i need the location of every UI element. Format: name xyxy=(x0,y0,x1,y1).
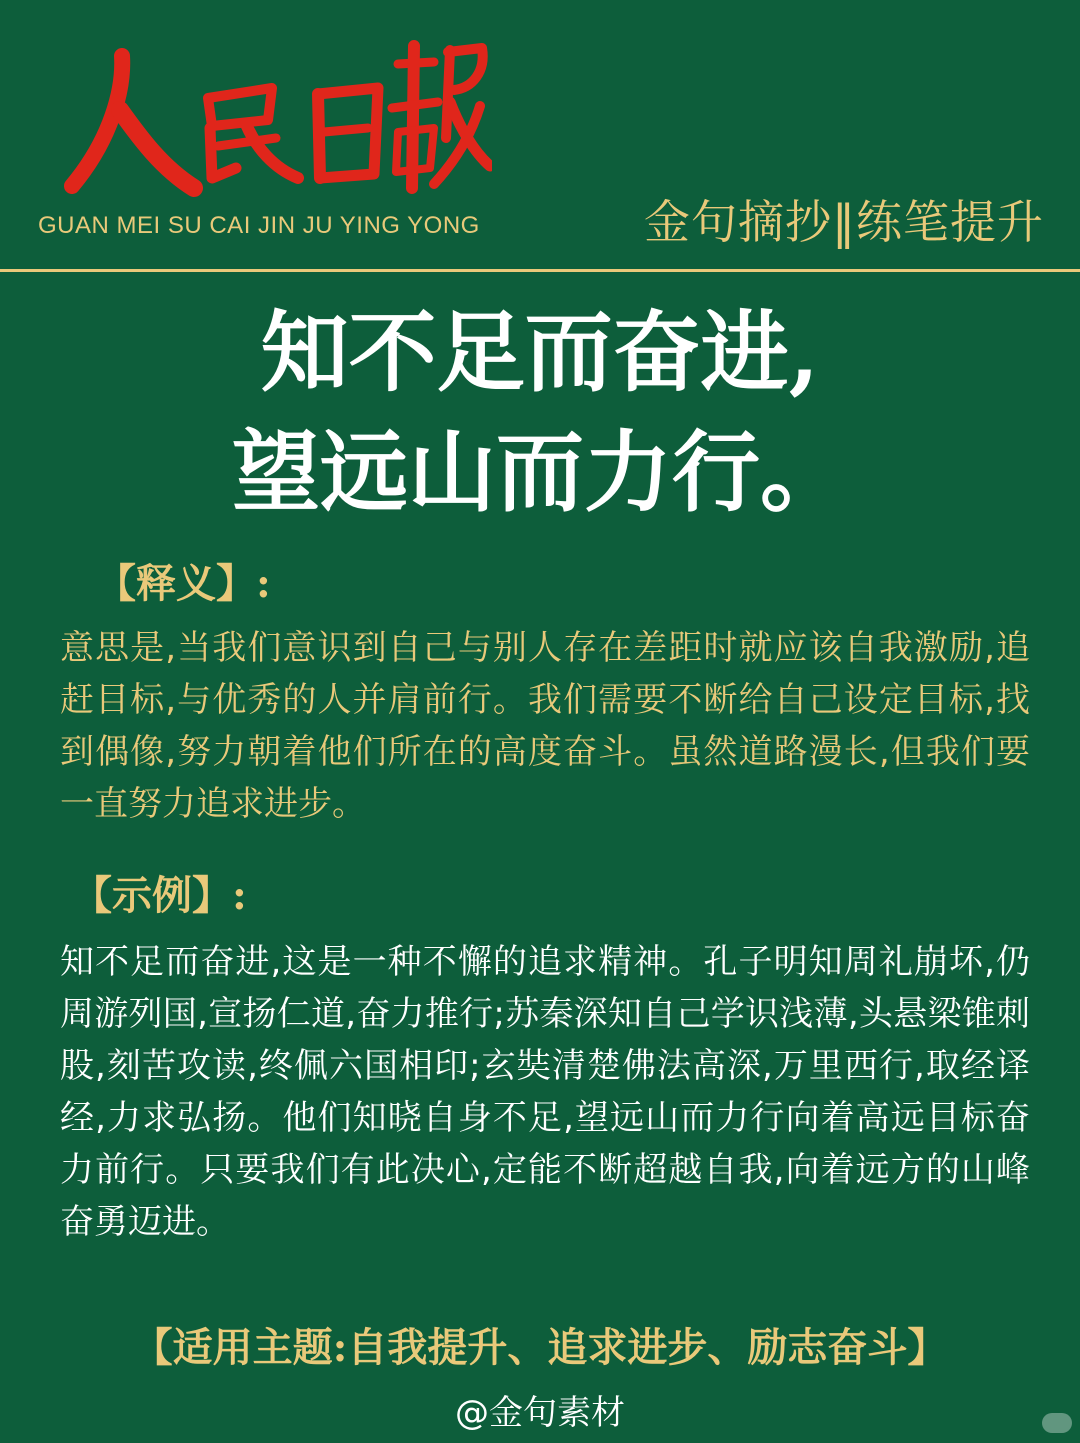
theme-line: 【适用主题:自我提升、追求进步、励志奋斗】 xyxy=(132,1324,948,1371)
example-text: 知不足而奋进,这是一种不懈的追求精神。孔子明知周礼崩坏,仍周游列国,宣扬仁道,奋力推行;苏秦深知自己学识浅薄,头悬梁锥刺股,刻苦攻读,终佩六国相印;玄奘清楚佛法高深,万里西行,取经译经,力求弘扬。他们知晓自身不足,望远山而力行向着高远目标奋力前行。只要我们有此决心,定能不断超越自我,向着远方的山峰奋勇迈进。 xyxy=(60,942,1030,1242)
peoples-daily-logo xyxy=(62,28,492,198)
example-label: 【示例】: xyxy=(72,872,247,919)
author-handle: @金句素材 xyxy=(455,1393,625,1433)
watermark-badge xyxy=(1042,1413,1072,1433)
meaning-label: 【释义】: xyxy=(96,560,271,607)
meaning-text: 意思是,当我们意识到自己与别人存在差距时就应该自我激励,追赶目标,与优秀的人并肩前行。我们需要不断给自己设定目标,找到偶像,努力朝着他们所在的高度奋斗。虽然道路漫长,但我们要一直努力追求进步。 xyxy=(60,628,1030,824)
headline-line-2: 望远山而力行。 xyxy=(231,420,848,524)
header-divider xyxy=(0,269,1080,272)
logo-subtitle: GUAN MEI SU CAI JIN JU YING YONG xyxy=(38,212,480,239)
headline-line-1: 知不足而奋进, xyxy=(260,300,820,404)
headline xyxy=(0,292,1080,532)
header-tag: 金句摘抄‖练笔提升 xyxy=(644,195,1044,249)
